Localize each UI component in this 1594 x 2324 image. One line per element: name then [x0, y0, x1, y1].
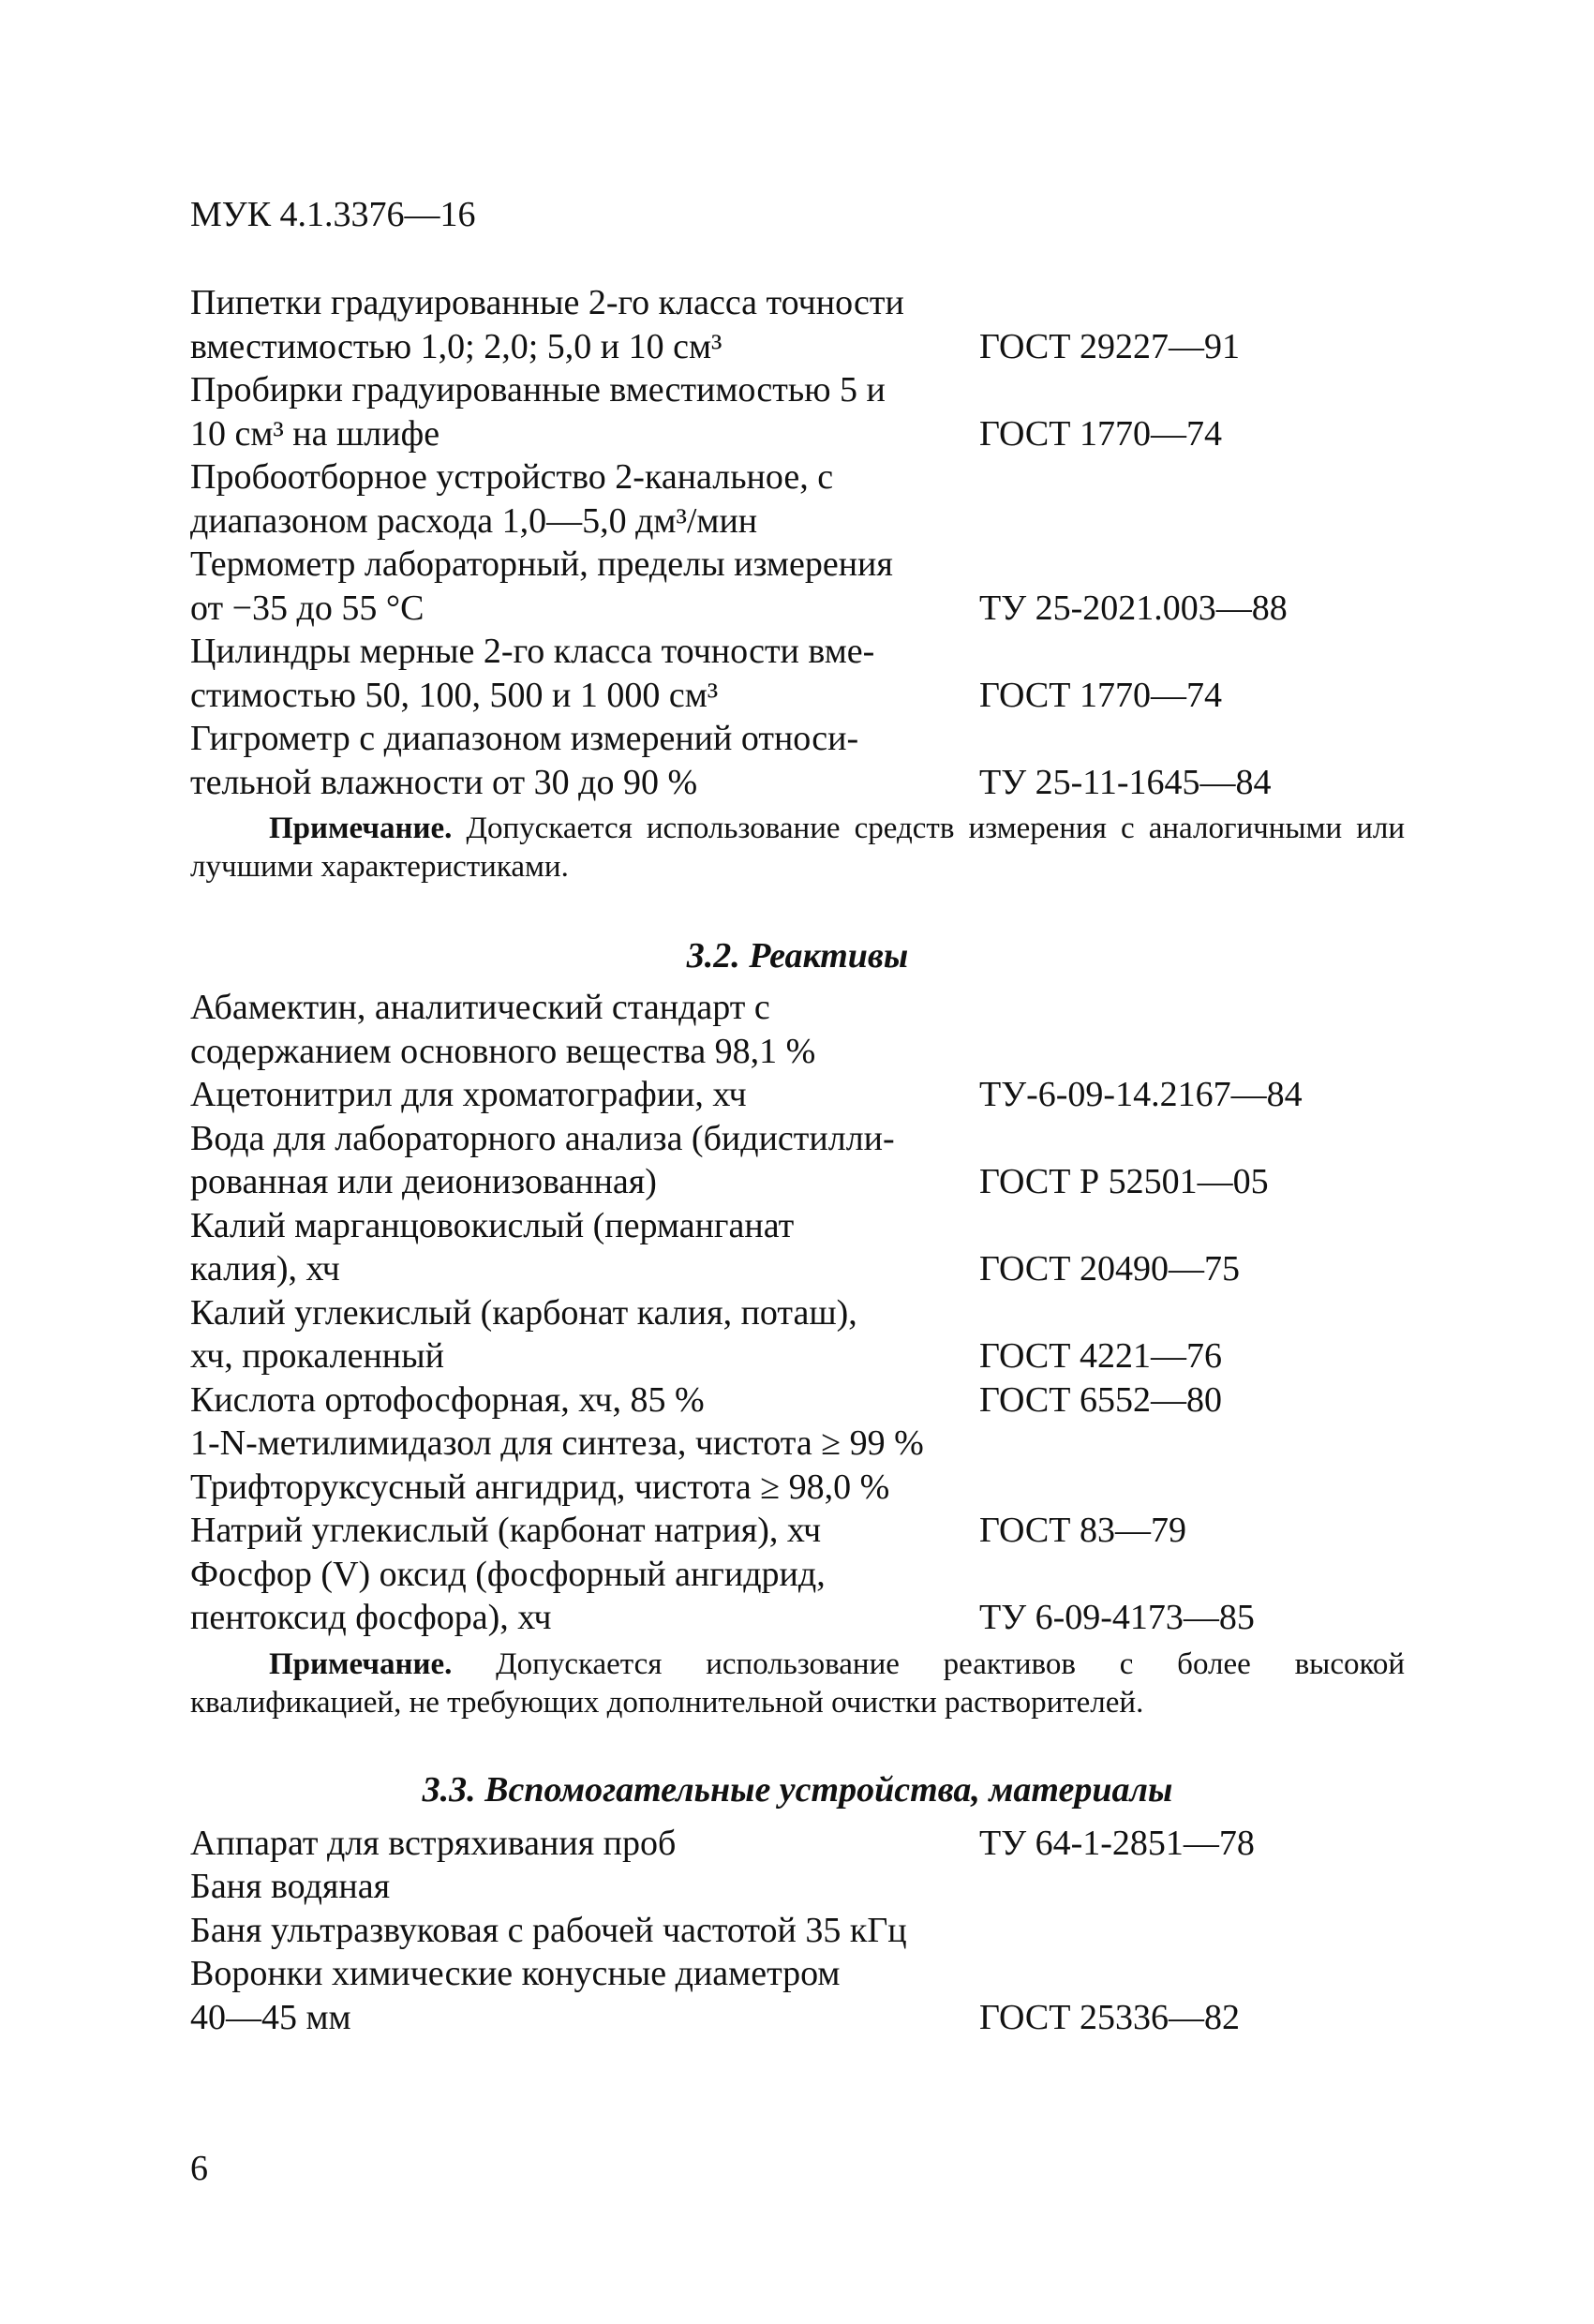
item-name: Вода для лабораторного анализа (бидистилли- рованная или деионизованная) [190, 1118, 895, 1201]
item-name: Ацетонитрил для хроматографии, хч [190, 1075, 747, 1114]
item-name: Аппарат для встряхивания проб [190, 1823, 677, 1863]
equipment-item [190, 630, 1427, 717]
item-standard: ГОСТ 6552—80 [979, 1379, 1222, 1420]
reagents-list [190, 986, 1427, 1640]
auxiliary-item [190, 1822, 1427, 1866]
page-header: МУК 4.1.3376—16 [190, 195, 476, 234]
section-title-reagents: 3.2. Реактивы [686, 936, 909, 976]
item-name: Воронки химические конусные диаметром 40—45 мм [190, 1954, 841, 2037]
item-name: Гигрометр с диапазоном измерений относи- тельной влажности от 30 до 90 % [190, 719, 859, 802]
item-name: Натрий углекислый (карбонат натрия), хч [190, 1511, 822, 1550]
reagent-item [190, 1553, 1427, 1640]
item-name: Баня водяная [190, 1867, 391, 1906]
auxiliary-item [190, 1952, 1427, 2039]
item-standard: ГОСТ 29227—91 [979, 326, 1240, 366]
equipment-item [190, 717, 1427, 804]
item-name: Фосфор (V) оксид (фосфорный ангидрид, пентоксид фосфора), хч [190, 1554, 826, 1637]
item-name: Калий углекислый (карбонат калия, поташ), хч, прокаленный [190, 1292, 857, 1376]
note-text: Допускается использование реактивов с более высокой квалификацией, не требующих дополнительной очистки растворителей. [190, 1646, 1405, 1720]
item-standard: ГОСТ 1770—74 [979, 413, 1222, 454]
note-reagents [190, 1646, 1405, 1722]
reagent-item [190, 1291, 1427, 1378]
auxiliary-item [190, 1909, 1427, 1953]
auxiliary-list [190, 1822, 1427, 2040]
section-title-auxiliary: 3.3. Вспомогательные устройства, материалы [422, 1769, 1173, 1810]
reagent-item [190, 1204, 1427, 1291]
note-equipment [190, 810, 1405, 886]
item-name: Абамектин, аналитический стандарт с содержанием основного вещества 98,1 % [190, 988, 816, 1071]
item-standard: ТУ 6-09-4173—85 [979, 1598, 1255, 1637]
page-number: 6 [190, 2149, 208, 2188]
auxiliary-item [190, 1865, 1427, 1909]
item-name: 1-N-метилимидазол для синтеза, чистота ≥ 99 % [190, 1423, 924, 1463]
item-standard: ТУ 25-11-1645—84 [979, 762, 1272, 802]
reagent-item [190, 1073, 1427, 1117]
item-standard: ГОСТ 1770—74 [979, 675, 1222, 715]
item-standard: ТУ 25-2021.003—88 [979, 588, 1288, 628]
item-name: Кислота ортофосфорная, хч, 85 % [190, 1379, 705, 1420]
item-standard: ТУ-6-09-14.2167—84 [979, 1075, 1303, 1114]
reagent-item [190, 1378, 1427, 1423]
reagent-item [190, 1509, 1427, 1553]
item-standard: ГОСТ 83—79 [979, 1511, 1186, 1550]
item-standard: ГОСТ 20490—75 [979, 1249, 1240, 1289]
item-name: Термометр лабораторный, пределы измерения от −35 до 55 °С [190, 544, 893, 628]
item-standard: ТУ 64-1-2851—78 [979, 1823, 1255, 1863]
reagent-item [190, 1466, 1427, 1510]
item-name: Пробирки градуированные вместимостью 5 и 10 см³ на шлифе [190, 370, 886, 454]
item-name: Трифторуксусный ангидрид, чистота ≥ 98,0 % [190, 1467, 890, 1507]
item-name: Цилиндры мерные 2-го класса точности вме- стимостью 50, 100, 500 и 1 000 см³ [190, 632, 875, 715]
reagent-item [190, 1422, 1427, 1466]
item-standard: ГОСТ 4221—76 [979, 1336, 1222, 1376]
equipment-item [190, 281, 1427, 368]
content [190, 281, 1427, 2039]
item-name: Пипетки градуированные 2-го класса точности вместимостью 1,0; 2,0; 5,0 и 10 см³ [190, 283, 904, 366]
item-standard: ГОСТ Р 52501—05 [979, 1162, 1269, 1201]
note-label: Примечание. [269, 812, 453, 845]
item-name: Пробоотборное устройство 2-канальное, с диапазоном расхода 1,0—5,0 дм³/мин [190, 457, 834, 541]
equipment-item [190, 455, 1427, 543]
note-text: Допускается использование средств измерения с аналогичными или лучшими характеристиками. [190, 812, 1405, 884]
reagent-item [190, 1117, 1427, 1204]
equipment-list [190, 281, 1427, 804]
item-standard: ГОСТ 25336—82 [979, 1997, 1240, 2037]
item-name: Баня ультразвуковая с рабочей частотой 35 кГц [190, 1910, 907, 1950]
reagent-item [190, 986, 1427, 1073]
equipment-item [190, 368, 1427, 455]
equipment-item [190, 543, 1427, 630]
item-name: Калий марганцовокислый (перманганат калия), хч [190, 1205, 795, 1289]
note-label: Примечание. [269, 1646, 453, 1681]
